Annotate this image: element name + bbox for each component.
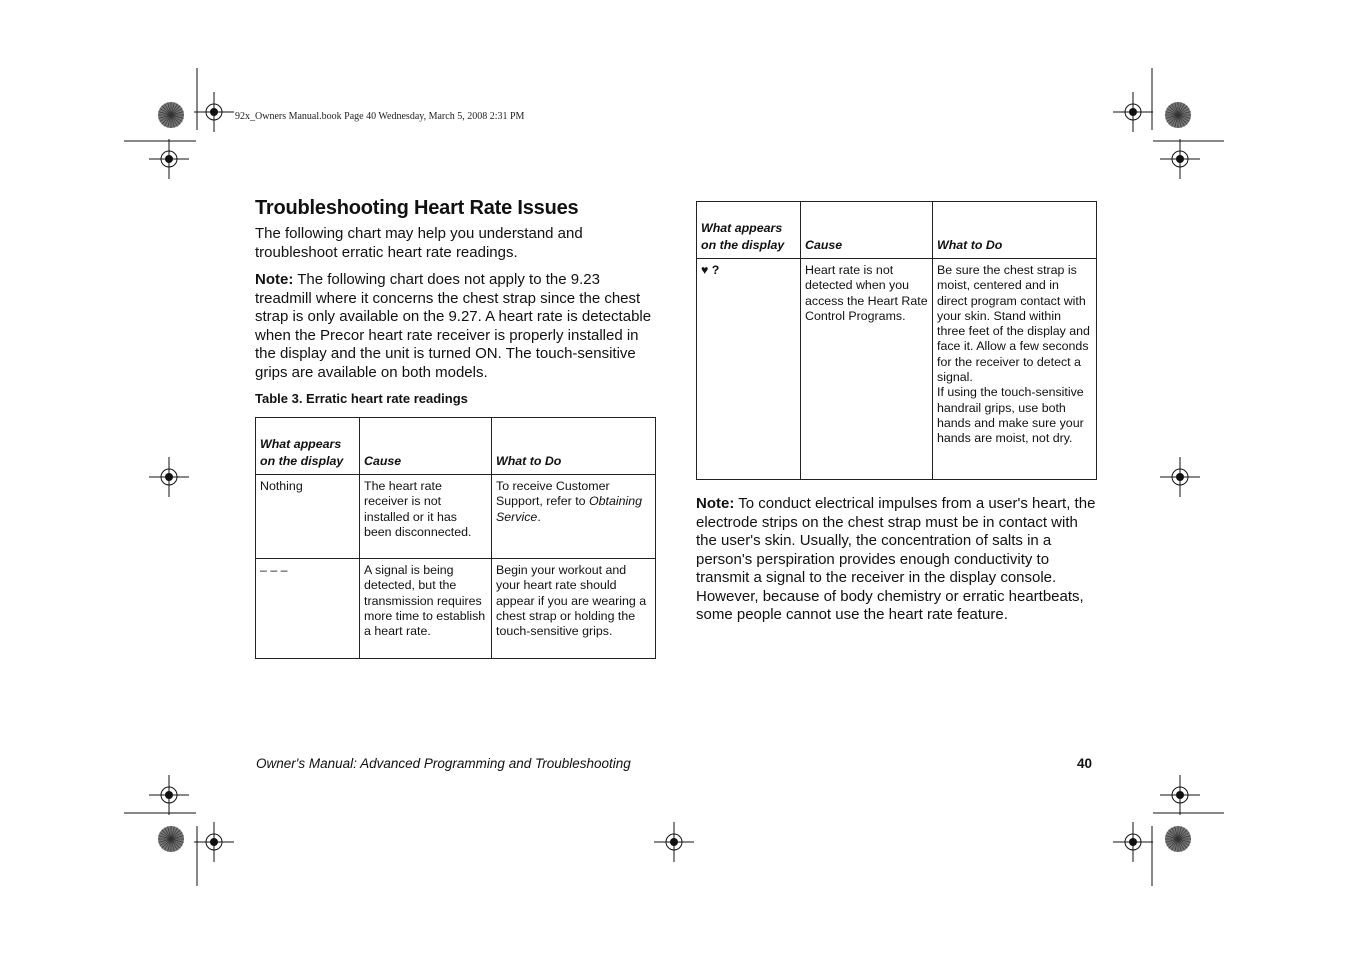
header-display: What appears on the display — [697, 202, 801, 259]
header-cause: Cause — [801, 202, 933, 259]
cell-action — [492, 475, 656, 559]
header-cause: Cause — [360, 418, 492, 475]
footer-title: Owner's Manual: Advanced Programming and Troubleshooting — [256, 756, 631, 771]
action-line: for the receiver to detect a signal. — [937, 354, 1081, 385]
page-number: 40 — [1077, 756, 1093, 771]
page-title: Troubleshooting Heart Rate Issues — [255, 197, 579, 219]
header-action: What to Do — [492, 418, 656, 475]
table-header-row — [256, 418, 656, 475]
cell-action: Begin your workout and your heart rate should appear if you are wearing a chest strap or holding the touch-sensitive grips. — [492, 559, 656, 659]
cell-cause: A signal is being detected, but the transmission requires more time to establish a heart rate. — [360, 559, 492, 659]
cell-display-heart-icon: ♥ ? — [697, 259, 801, 480]
note-label: Note: — [255, 271, 294, 288]
table-header-row — [697, 202, 1097, 259]
note-label: Note: — [696, 495, 735, 512]
cell-action — [933, 259, 1097, 480]
action-line: If using the touch-sensitive handrail grips, use both hands and make sure your hands are moist, not dry. — [937, 385, 1084, 446]
action-suffix: . — [537, 509, 541, 524]
cell-display: Nothing — [256, 475, 360, 559]
action-line: Be sure the chest strap is moist, centered and in direct program contact with your skin. Stand within three feet of the display and face it. Allow a few seconds — [937, 263, 1090, 354]
print-header: 92x_Owners Manual.book Page 40 Wednesday, March 5, 2008 2:31 PM — [235, 111, 525, 122]
action-prefix: To receive Customer Support, refer to — [496, 479, 610, 509]
note-paragraph-2 — [696, 495, 1096, 625]
obtaining-service-ref[interactable]: Obtaining Service — [496, 494, 643, 524]
note-paragraph — [255, 271, 655, 382]
cell-display: – – – — [256, 559, 360, 659]
cell-cause: Heart rate is not detected when you access the Heart Rate Control Programs. — [801, 259, 933, 480]
table-row — [256, 475, 656, 559]
intro-paragraph: The following chart may help you understand and troubleshoot erratic heart rate readings. — [255, 225, 583, 261]
note-text: The following chart does not apply to the 9.23 treadmill where it concerns the chest strap since the chest strap is only available on the 9.27. A heart rate is detectable when the Precor heart rate receiver is properly installed in the display and the unit is turned ON. The touch-sensitive grips are available on both models. — [255, 271, 652, 381]
troubleshooting-table — [255, 417, 656, 659]
table-row — [256, 559, 656, 659]
header-action: What to Do — [933, 202, 1097, 259]
troubleshooting-table-continued — [696, 201, 1097, 480]
table-row — [697, 259, 1097, 480]
header-display: What appears on the display — [256, 418, 360, 475]
table-caption: Table 3. Erratic heart rate readings — [255, 391, 468, 406]
note-text: To conduct electrical impulses from a user's heart, the electrode strips on the chest strap must be in contact with the user's skin. Usually, the concentration of salts in a person's perspiration provides enough conductivity to transmit a signal to the receiver in the display console. However, because of body chemistry or erratic heartbeats, some people cannot use the heart rate feature. — [696, 495, 1096, 623]
cell-cause: The heart rate receiver is not installed or it has been disconnected. — [360, 475, 492, 559]
